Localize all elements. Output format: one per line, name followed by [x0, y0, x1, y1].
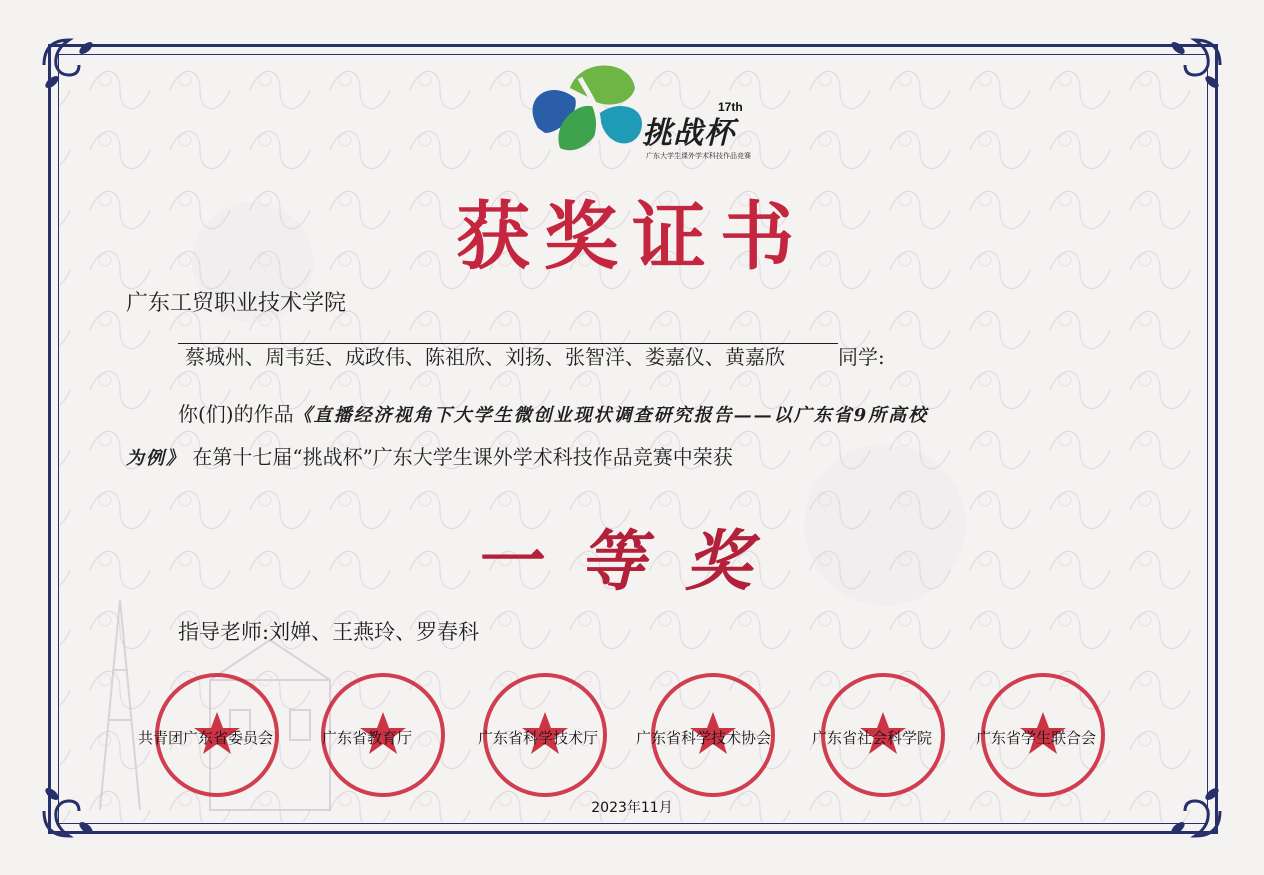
- logo-subtitle: 广东大学生课外学术科技作品竞赛: [646, 153, 751, 160]
- award-level: 一等奖: [473, 522, 791, 600]
- certificate-title: 获奖证书: [456, 194, 808, 280]
- corner-ornament-icon: [1160, 30, 1230, 100]
- logo-name: 挑战杯: [642, 116, 735, 151]
- students-suffix: 同学:: [838, 345, 885, 369]
- advisor-names: 刘婵、王燕玲、罗春科: [269, 620, 480, 644]
- work-title-line-1: 《直播经济视角下大学生微创业现状调查研究报告——以广东省9所高校: [293, 405, 929, 426]
- organizer-name: 广东省教育厅: [322, 729, 413, 747]
- student-names: 蔡城州、周韦廷、成政伟、陈祖欣、刘扬、张智洋、娄嘉仪、黄嘉欣: [185, 345, 785, 369]
- body-line-2: [126, 441, 733, 470]
- body-prefix: 你(们)的作品: [178, 402, 294, 426]
- organizer-name: 广东省社会科学院: [812, 729, 933, 747]
- school-name: 广东工贸职业技术学院: [126, 291, 347, 316]
- issue-date: 2023年11月: [591, 800, 673, 816]
- corner-ornament-icon: [34, 30, 104, 100]
- organizer-name: 广东省科学技术协会: [636, 729, 772, 747]
- organizer-name: 广东省学生联合会: [976, 729, 1097, 747]
- body-suffix: 在第十七届“挑战杯”广东大学生课外学术科技作品竞赛中荣获: [192, 445, 733, 469]
- work-title-line-2: 为例》: [126, 448, 186, 469]
- body-line-1: [178, 398, 928, 427]
- advisors-line: [178, 616, 479, 646]
- organizer-name: 广东省科学技术厅: [478, 729, 599, 747]
- advisors-label: 指导老师:: [178, 620, 270, 644]
- logo-edition: 17th: [718, 100, 743, 114]
- organizer-name: 共青团广东省委员会: [138, 729, 274, 747]
